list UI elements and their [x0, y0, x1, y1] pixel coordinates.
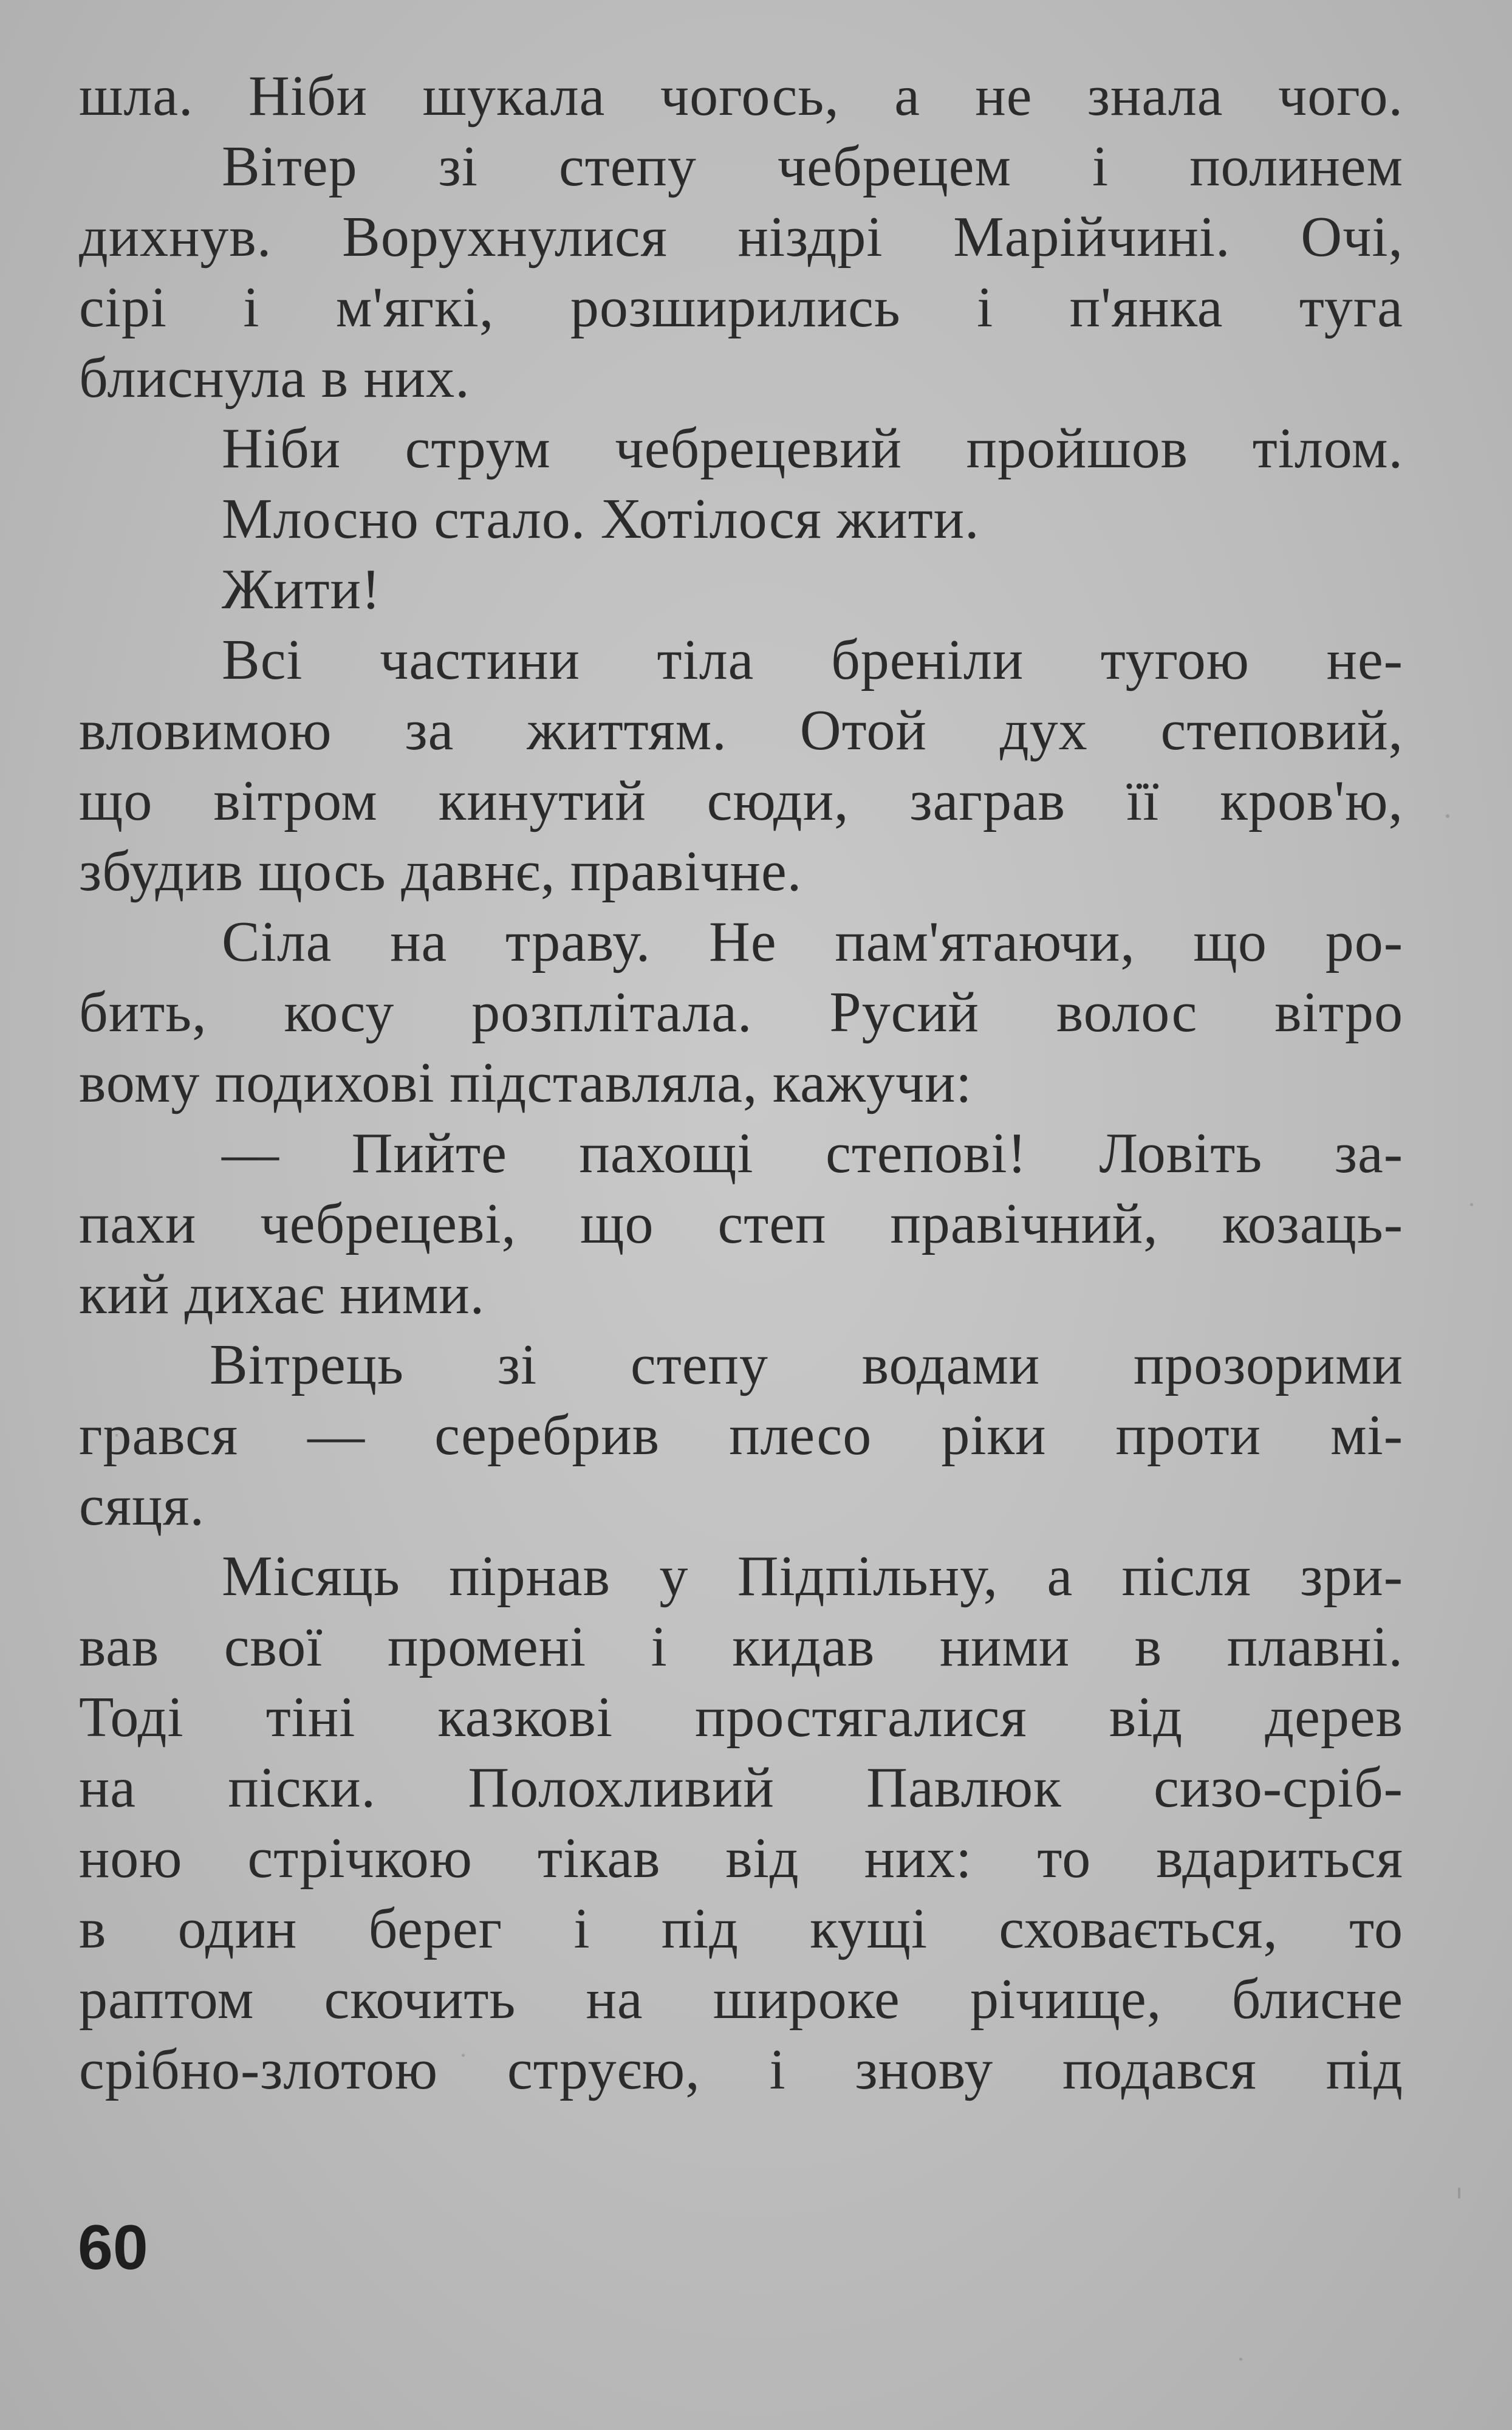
text-line: вав свої промені і кидав ними в плавні. — [79, 1615, 1403, 1678]
text-line: ною стрічкою тікав від них: то вдариться — [79, 1827, 1403, 1890]
text-line: Місяць пірнав у Підпільну, а після зри- — [222, 1545, 1403, 1608]
text-line: Вітер зі степу чебрецем і полинем — [222, 135, 1403, 198]
text-line: що вітром кинутий сюди, заграв її кров'ю, — [79, 769, 1403, 832]
text-line: збудив щось давнє, правічне. — [79, 840, 802, 903]
text-line: Ніби струм чебрецевий пройшов тілом. — [222, 417, 1403, 480]
text-line: раптом скочить на широке річище, блисне — [79, 1968, 1403, 2031]
text-line: Жити! — [222, 558, 381, 621]
text-line: шла. Ніби шукала чогось, а не знала чого. — [79, 64, 1403, 128]
text-line: Всі частини тіла бреніли тугою не- — [222, 628, 1403, 692]
text-line: Сіла на траву. Не пам'ятаючи, що ро- — [222, 910, 1403, 973]
text-line: Вітрець зі степу водами прозорими — [210, 1333, 1403, 1396]
text-line: вому подихові підставляла, кажучи: — [79, 1051, 973, 1114]
text-line: вловимою за життям. Отой дух степовий, — [79, 699, 1403, 762]
text-line: блиснула в них. — [79, 346, 470, 410]
page-number: 60 — [78, 2212, 148, 2283]
paper-speck — [1239, 2358, 1242, 2361]
text-line: грався — серебрив плесо ріки проти мі- — [79, 1404, 1403, 1467]
paper-speck — [1458, 2188, 1460, 2198]
body-text — [79, 61, 1403, 2105]
text-line: Млосно стало. Хотілося жити. — [222, 487, 980, 551]
text-line: — Пийте пахощі степові! Ловіть за- — [222, 1122, 1403, 1185]
paper-speck — [1470, 1203, 1473, 1206]
text-line: сірі і м'ягкі, розширились і п'янка туга — [79, 276, 1403, 339]
text-line: бить, косу розплітала. Русий волос вітро — [79, 981, 1403, 1044]
paper-speck — [1446, 814, 1449, 818]
text-line: срібно-злотою струєю, і знову подався під — [79, 2038, 1403, 2101]
text-line: дихнув. Ворухнулися ніздрі Марійчині. Очі, — [79, 205, 1403, 269]
text-line: в один берег і під кущі сховається, то — [79, 1897, 1403, 1960]
text-line: на піски. Полохливий Павлюк сизо-сріб- — [79, 1756, 1403, 1819]
text-line: пахи чебрецеві, що степ правічний, козаць- — [79, 1192, 1403, 1255]
text-line: Тоді тіні казкові простягалися від дерев — [79, 1686, 1403, 1749]
text-line: кий дихає ними. — [79, 1263, 485, 1326]
text-line: сяця. — [79, 1474, 205, 1537]
